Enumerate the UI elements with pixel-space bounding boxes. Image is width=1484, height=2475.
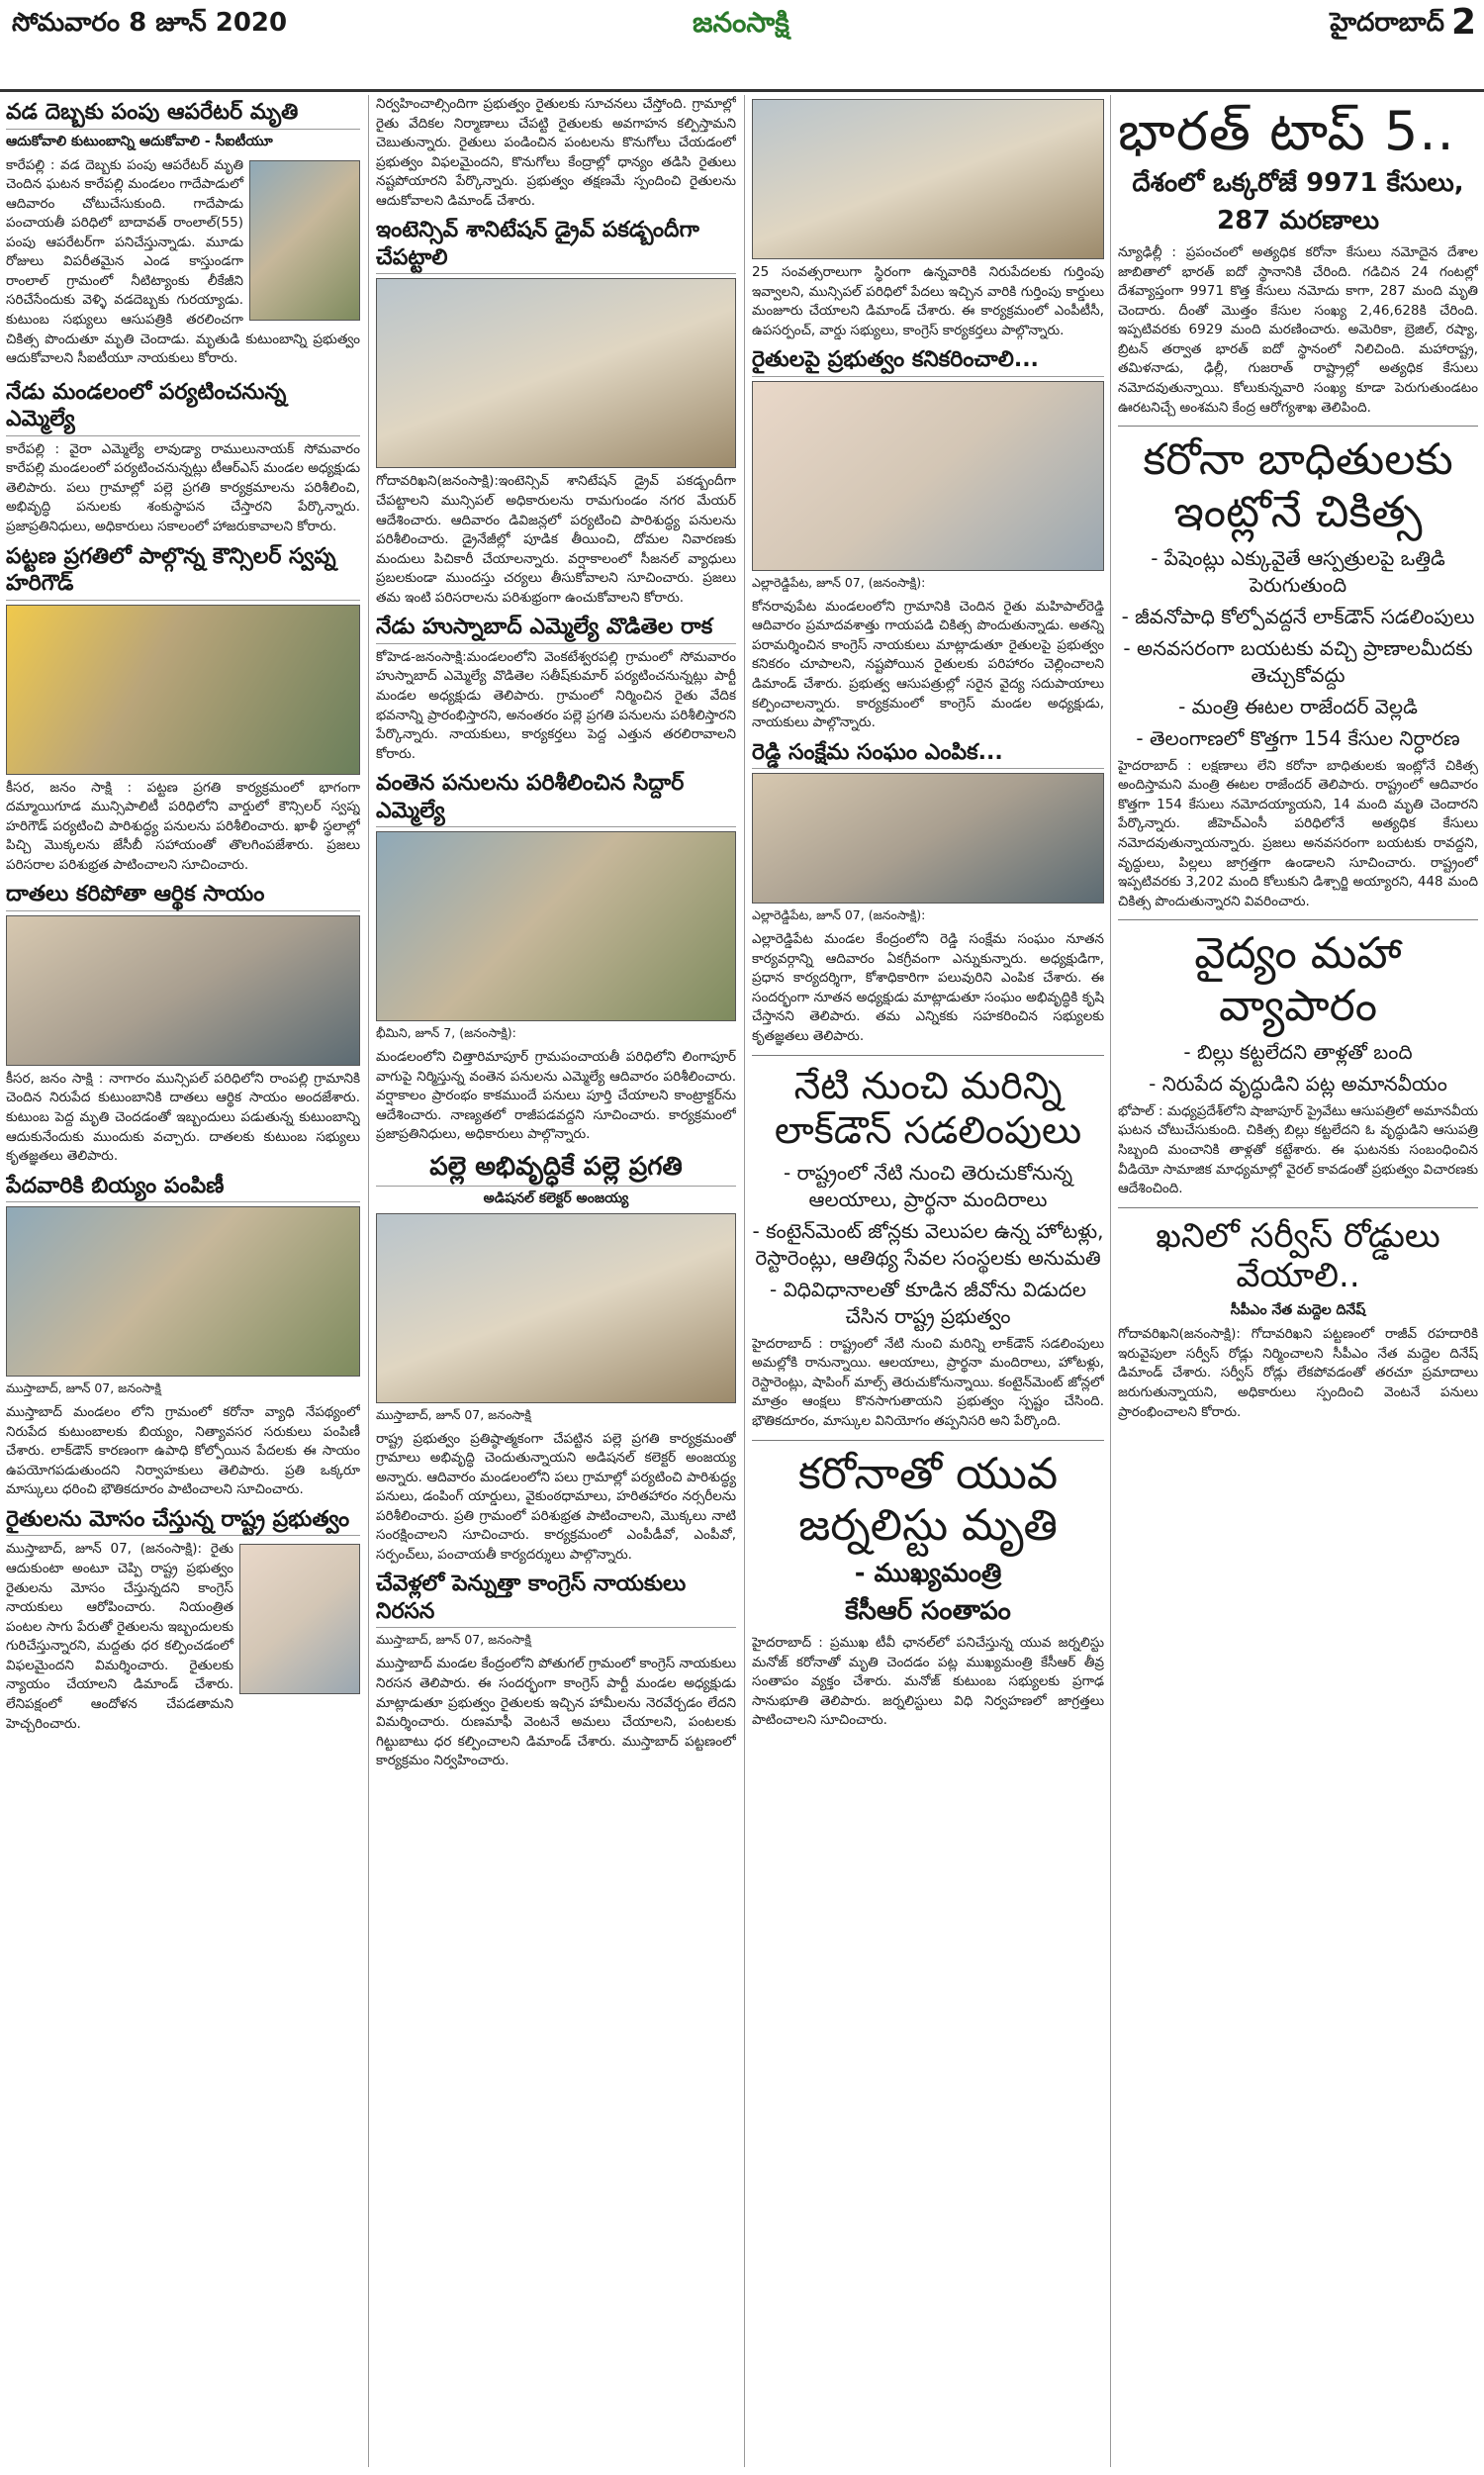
article-body: హైదరాబాద్ : లక్షణాలు లేని కరోనా బాధితులకు ఇంట్లోనే చికిత్స అందిస్తామని మంత్రి ఈటల రాజేందర్ తెలిపారు. రాష్ట్రంలో ఆదివారం కొత్తగా 154 కేసులు నమోదయ్యాయని, 14 మంది మృతి చెందారని పేర్కొన్నారు. జీహెచ్‌ఎంసీ పరిధిలోనే అత్యధిక కేసులు నమోదవుతున్నాయన్నారు. ప్రజలు అనవసరంగా బయటకు రావద్దని, వృద్ధులు, పిల్లలు జాగ్రత్తగా ఉండాలని సూచించారు. రాష్ట్రంలో ఇప్పటివరకు 3,202 మంది కోలుకుని డిశ్చార్జి అయ్యారని, 448 మంది చికిత్స పొందుతున్నారని వివరించారు. — [1118, 757, 1478, 909]
deck: - ముఖ్యమంత్రి — [854, 1559, 1002, 1589]
article-mla-tour — [6, 379, 360, 537]
article-sanitation-drive — [376, 217, 736, 608]
article-india-top5 — [1118, 101, 1478, 418]
headline: భారత్ టాప్ 5.. — [1118, 100, 1455, 162]
bullet-point: - జీవనోపాధి కోల్పోవద్దనే లాక్‌డౌన్ సడలింపులు — [1121, 604, 1475, 628]
article-body: భోపాల్ : మధ్యప్రదేశ్‌లోని షాజాపూర్ ప్రైవేటు ఆసుపత్రిలో అమానవీయ ఘటన చోటుచేసుకుంది. చికిత్స బిల్లు కట్టలేదని ఓ వృద్ధుడిని ఆసుపత్రి సిబ్బంది మంచానికి తాళ్లతో కట్టేశారు. ఈ ఘటనకు సంబంధించిన వీడియో సామాజిక మాధ్యమాల్లో వైరల్ కావడంతో ప్రభుత్వం విచారణకు ఆదేశించింది. — [1118, 1102, 1478, 1197]
divider — [752, 1055, 1104, 1056]
page-number: 2 — [1450, 2, 1476, 43]
deck: కేసీఆర్ సంతాపం — [845, 1596, 1011, 1627]
article-body: కీసర, జనం సాక్షి : నాగారం మున్సిపల్ పరిధిలోని రాంపల్లి గ్రామానికి చెందిన నిరుపేద కుటుంబానికి దాతలు ఆర్థిక సాయం అందజేశారు. కుటుంబ పెద్ద మృతి చెందడంతో ఇబ్బందులు పడుతున్న కుటుంబాన్ని ఆదుకునేందుకు ముందుకు వచ్చారు. దాతలకు కుటుంబ సభ్యులు కృతజ్ఞతలు తెలిపారు. — [6, 1070, 360, 1165]
newspaper-logo: జనంసాక్షి — [693, 6, 789, 39]
article-palle-pragathi — [376, 1151, 736, 1565]
headline: ఇంటెన్సివ్ శానిటేషన్ డ్రైవ్ పకడ్బందీగా చేపట్టాలి — [376, 217, 736, 274]
article-service-roads — [1118, 1216, 1478, 1422]
article-donors — [6, 881, 360, 1166]
article-body: ముస్తాబాద్, జూన్ 07, (జనంసాక్షి): రైతు ఆదుకుంటా అంటూ చెప్పి రాష్ట్ర ప్రభుత్వం రైతులను మోసం చేస్తున్నదని కాంగ్రెస్ నాయకులు ఆరోపించారు. నియంత్రిత పంటల సాగు పేరుతో రైతులను ఇబ్బందులకు గురిచేస్తున్నారని, మద్దతు ధర కల్పించడంలో విఫలమైందని విమర్శించారు. రైతులకు న్యాయం చేయాలని డిమాండ్ చేశారు. లేనిపక్షంలో ఆందోళన చేపడతామని హెచ్చరించారు. — [6, 1541, 233, 1732]
headline: రైతులను మోసం చేస్తున్న రాష్ట్ర ప్రభుత్వం — [6, 1506, 360, 1537]
article-reddy-association — [752, 739, 1104, 1047]
column-4 — [1118, 95, 1478, 2467]
news-photo — [376, 278, 736, 468]
article-body: కారేపల్లి : వడ దెబ్బకు పంపు ఆపరేటర్ మృతి చెందిన ఘటన కారేపల్లి మండలం గాదేపాడులో ఆదివారం చోటుచేసుకుంది. గాదేపాడు పంచాయతీ పరిధిలో బాదావత్ రాంలాల్(55) పంపు ఆపరేటర్‌గా పనిచేస్తున్నాడు. మూడు రోజులు విపరీతమైన ఎండ కాస్తుండగా రాంలాల్ గ్రామంలో నీటిట్యాంకు లీకేజీని సరిచేసేందుకు వెళ్ళి వడదెబ్బకు గురయ్యాడు. కుటుంబ సభ్యులు ఆసుపత్రికి తరలించగా చికిత్స పొందుతూ మృతి చెందాడు. మృతుడి కుటుంబాన్ని ప్రభుత్వం ఆదుకోవాలని సీఐటీయూ నాయకులు కోరారు. — [6, 156, 360, 367]
dateline: ముస్తాబాద్, జూన్ 07, జనంసాక్షి — [376, 1632, 531, 1648]
headline: కరోనాతో యువ జర్నలిస్టు మృతి — [797, 1448, 1059, 1552]
article-farmers-mercy — [752, 346, 1104, 732]
divider — [1118, 919, 1478, 920]
deck: 287 మరణాలు — [1217, 206, 1379, 237]
article-lockdown-relaxations — [752, 1064, 1104, 1432]
subheadline: సీపీఎం నేత మద్దెల దినేష్ — [1230, 1302, 1366, 1319]
headline: పట్టణ ప్రగతిలో పాల్గొన్న కౌన్సిలర్ స్వప్న హరిగౌడ్ — [6, 543, 360, 601]
headline: కరోనా బాధితులకు ఇంట్లోనే చికిత్స — [1143, 434, 1453, 537]
masthead — [0, 0, 1484, 92]
bullet-point: - విధివిధానాలతో కూడిన జీవోను విడుదల చేసిన రాష్ట్ర ప్రభుత్వం — [770, 1277, 1086, 1328]
article-body: రాష్ట్ర ప్రభుత్వం ప్రతిష్ఠాత్మకంగా చేపట్టిన పల్లె ప్రగతి కార్యక్రమంతో గ్రామాలు అభివృద్ధి చెందుతున్నాయని అడిషనల్ కలెక్టర్ అంజయ్య అన్నారు. ఆదివారం మండలంలోని పలు గ్రామాల్లో పర్యటించి పారిశుద్ధ్య పనులు, డంపింగ్ యార్డులు, వైకుంఠధామాలు, హరితహారం నర్సరీలను పరిశీలించారు. ప్రతి గ్రామంలో పరిశుభ్రత పాటించాలని, మొక్కలు నాటి సంరక్షించాలని సూచించారు. కార్యక్రమంలో ఎంపీడీవో, ఎంపీవో, సర్పంచ్‌లు, పంచాయతీ కార్యదర్శులు పాల్గొన్నారు. — [376, 1430, 736, 1563]
headline: రెడ్డి సంక్షేమ సంఘం ఎంపిక... — [752, 739, 1104, 770]
article-body: ముస్తాబాద్ మండలం లోని గ్రామంలో కరోనా వ్యాధి నేపథ్యంలో నిరుపేద కుటుంబాలకు బియ్యం, నిత్యావసర సరుకులు పంపిణీ చేశారు. లాక్‌డౌన్ కారణంగా ఉపాధి కోల్పోయిన పేదలకు ఈ సాయం ఉపయోగపడుతుందని నిర్వాహకులు తెలిపారు. ప్రతి ఒక్కరూ మాస్కులు ధరించి భౌతికదూరం పాటించాలని సూచించారు. — [6, 1404, 360, 1498]
issue-date: సోమవారం 8 జూన్ 2020 — [12, 8, 288, 38]
column-1 — [6, 95, 360, 2467]
bullet-point: - బిల్లు కట్టలేదని తాళ్లతో బంది — [1183, 1039, 1413, 1064]
headline: నేడు హుస్నాబాద్ ఎమ్మెల్యే వొడితెల రాక — [376, 614, 736, 644]
article-body: ఎల్లారెడ్డిపేట మండల కేంద్రంలోని రెడ్డి సంక్షేమ సంఘం నూతన కార్యవర్గాన్ని ఆదివారం ఏకగ్రీవంగా ఎన్నుకున్నారు. అధ్యక్షుడిగా, ప్రధాన కార్యదర్శిగా, కోశాధికారిగా పలువురిని ఎంపిక చేశారు. ఈ సందర్భంగా నూతన అధ్యక్షుడు మాట్లాడుతూ సంఘం అభివృద్ధికి కృషి చేస్తానని తెలిపారు. తమ ఎన్నికకు సహకరించిన సభ్యులకు కృతజ్ఞతలు తెలిపారు. — [752, 931, 1104, 1044]
news-photo — [752, 99, 1104, 259]
bullet-point: - నిరుపేద వృద్ధుడిని పట్ల అమానవీయం — [1149, 1071, 1447, 1095]
news-photo — [6, 1206, 360, 1377]
article-body: ముస్తాబాద్ మండల కేంద్రంలోని పోతుగల్ గ్రామంలో కాంగ్రెస్ నాయకులు నిరసన తెలిపారు. ఈ సందర్భంగా కాంగ్రెస్ పార్టీ మండల అధ్యక్షుడు మాట్లాడుతూ ప్రభుత్వం రైతులకు ఇచ్చిన హామీలను నెరవేర్చడం లేదని విమర్శించారు. రుణమాఫీ వెంటనే అమలు చేయాలని, పంటలకు గిట్టుబాటు ధర కల్పించాలని డిమాండ్ చేశారు. ముస్తాబాద్ పట్టణంలో కార్యక్రమం నిర్వహించారు. — [376, 1656, 736, 1769]
article-body: మండలంలోని చిత్తారిమాపూర్ గ్రామపంచాయతీ పరిధిలోని లింగాపూర్ వాగుపై నిర్మిస్తున్న వంతెన పనులను ఎమ్మెల్యే ఆదివారం పరిశీలించారు. వర్షాకాలం ప్రారంభం కాకముందే పనులు పూర్తి చేయాలని కాంట్రాక్టర్‌ను ఆదేశించారు. నాణ్యతలో రాజీపడవద్దని సూచించారు. కార్యక్రమంలో ప్రజాప్రతినిధులు, అధికారులు పాల్గొన్నారు. — [376, 1049, 736, 1143]
headline: చేవెళ్లలో పెన్నుత్తా కాంగ్రెస్ నాయకులు నిరసన — [376, 1571, 736, 1628]
headline: పల్లె అభివృద్ధికే పల్లె ప్రగతి — [376, 1151, 736, 1187]
divider — [1118, 426, 1478, 427]
subheadline: ఆదుకోవాలి కుటుంబాన్ని ఆదుకోవాలి - సీఐటీయూ — [6, 133, 273, 149]
news-photo — [249, 160, 360, 321]
article-body: హైదరాబాద్ : ప్రముఖ టీవీ ఛానల్‌లో పనిచేస్తున్న యువ జర్నలిస్టు మనోజ్ కరోనాతో మృతి చెందడం పట్ల ముఖ్యమంత్రి కేసీఆర్ తీవ్ర సంతాపం వ్యక్తం చేశారు. మనోజ్ కుటుంబ సభ్యులకు ప్రగాఢ సానుభూతి తెలిపారు. జర్నలిస్టులు విధి నిర్వహణలో జాగ్రత్తలు పాటించాలని సూచించారు. — [752, 1635, 1104, 1729]
article-congress-protest — [376, 1571, 736, 1770]
article-continuation: నిర్వహించాల్సిందిగా ప్రభుత్వం రైతులకు సూచనలు చేస్తోంది. గ్రామాల్లో రైతు వేదికల నిర్మాణాలు చేపట్టి రైతులకు అవగాహన కల్పిస్తామని చెబుతున్నారు. రైతులు పండించిన పంటలను కొనుగోలు చేయడంలో ప్రభుత్వం విఫలమైందని, కొనుగోలు కేంద్రాల్లో ధాన్యం తడిసి రైతులు నష్టపోయారని పేర్కొన్నారు. ప్రభుత్వం తక్షణమే స్పందించి రైతులను ఆదుకోవాలని డిమాండ్ చేశారు. — [376, 96, 736, 209]
divider — [1118, 1207, 1478, 1208]
article-body: హైదరాబాద్ : రాష్ట్రంలో నేటి నుంచి మరిన్ని లాక్‌డౌన్ సడలింపులు అమల్లోకి రానున్నాయి. ఆలయాలు, ప్రార్థనా మందిరాలు, హోటళ్లు, రెస్టారెంట్లు, షాపింగ్ మాల్స్ తెరుచుకోనున్నాయి. కంటైన్‌మెంట్ జోన్లలో మాత్రం ఆంక్షలు కొనసాగుతాయని ప్రభుత్వం స్పష్టం చేసింది. భౌతికదూరం, మాస్కుల వినియోగం తప్పనిసరి అని పేర్కొంది. — [752, 1335, 1104, 1429]
headline: వైద్యం మహా వ్యాపారం — [1194, 928, 1402, 1032]
headline: నేటి నుంచి మరిన్ని లాక్‌డౌన్ సడలింపులు — [774, 1063, 1082, 1153]
news-photo — [6, 605, 360, 775]
headline: వడ దెబ్బకు పంపు ఆపరేటర్ మృతి — [6, 99, 360, 130]
article-farmers-cheated — [6, 1506, 360, 1734]
headline: నేడు మండలంలో పర్యటించనున్న ఎమ్మెల్యే — [6, 379, 360, 436]
article-body: న్యూఢిల్లీ : ప్రపంచంలో అత్యధిక కరోనా కేసులు నమోదైన దేశాల జాబితాలో భారత్ ఐదో స్థానానికి చేరింది. గడిచిన 24 గంటల్లో దేశవ్యాప్తంగా 9971 కొత్త కేసులు నమోదు కాగా, 287 మంది మృతి చెందారు. దీంతో మొత్తం కేసుల సంఖ్య 2,46,628కి చేరింది. ఇప్పటివరకు 6929 మంది మరణించారు. అమెరికా, బ్రెజిల్, రష్యా, బ్రిటన్ తర్వాత భారత్ ఐదో స్థానంలో నిలిచింది. మహారాష్ట్ర, తమిళనాడు, ఢిల్లీ, గుజరాత్ రాష్ట్రాల్లో అత్యధిక కేసులు నమోదవుతున్నాయి. కోలుకున్నవారి సంఖ్య కూడా పెరుగుతుండటం ఊరటనిచ్చే అంశమని కేంద్ర ఆరోగ్యశాఖ తెలిపింది. — [1118, 244, 1478, 416]
article-body: కారేపల్లి : వైరా ఎమ్మెల్యే లావుడ్యా రాములునాయక్ సోమవారం కారేపల్లి మండలంలో పర్యటించనున్నట్లు టీఆర్ఎస్ మండల అధ్యక్షుడు తెలిపారు. పలు గ్రామాల్లో పల్లె ప్రగతి కార్యక్రమాలను పరిశీలించి, అభివృద్ధి పనులకు శంకుస్థాపన చేస్తారని పేర్కొన్నారు. ప్రజాప్రతినిధులు, అధికారులు సకాలంలో హాజరుకావాలని కోరారు. — [6, 440, 360, 534]
news-photo — [376, 1213, 736, 1403]
news-photo — [752, 773, 1104, 904]
article-journalist-death — [752, 1449, 1104, 1731]
news-photo — [752, 381, 1104, 571]
column-divider — [744, 95, 745, 2467]
column-divider — [368, 95, 369, 2467]
dateline: ఎల్లారెడ్డిపేట, జూన్ 07, (జనంసాక్షి): — [752, 574, 926, 590]
bullet-point: - మంత్రి ఈటల రాజేందర్ వెల్లడి — [1178, 694, 1418, 718]
divider — [752, 1440, 1104, 1441]
article-body: గోదావరిఖని(జనంసాక్షి): గోదావరిఖని పట్టణంలో రాజీవ్ రహదారికి ఇరువైపులా సర్వీస్ రోడ్లు నిర్మించాలని సీపీఎం నేత మద్దెల దినేష్ డిమాండ్ చేశారు. సర్వీస్ రోడ్లు లేకపోవడంతో తరచూ ప్రమాదాలు జరుగుతున్నాయని, అధికారులు స్పందించి వెంటనే పనులు ప్రారంభించాలని కోరారు. — [1118, 1326, 1478, 1420]
article-home-treatment — [1118, 434, 1478, 911]
article-mla-visit — [376, 614, 736, 764]
news-photo — [6, 915, 360, 1066]
article-body: కీసర, జనం సాక్షి : పట్టణ ప్రగతి కార్యక్రమంలో భాగంగా దమ్మాయిగూడ మున్సిపాలిటీ పరిధిలోని వార్డులో కౌన్సిలర్ స్వప్న హరిగౌడ్ పర్యటించి పారిశుద్ధ్య పనులను పరిశీలించారు. ఖాళీ స్థలాల్లో పిచ్చి మొక్కలను జేసీబీ సహాయంతో తొలగింపజేశారు. ప్రజలు పరిసరాల పరిశుభ్రత పాటించాలని సూచించారు. — [6, 779, 360, 873]
article-medical-business — [1118, 928, 1478, 1198]
article-continuation: 25 సంవత్సరాలుగా స్థిరంగా ఉన్నవారికి నిరుపేదలకు గుర్తింపు ఇవ్వాలని, మున్సిపల్ పరిధిలో పేదలు ఇచ్చిన వారికి గుర్తింపు కార్డులు మంజూరు చేయాలని డిమాండ్ చేశారు. ఈ కార్యక్రమంలో ఎంపీటీసీ, ఉపసర్పంచ్, వార్డు సభ్యులు, కాంగ్రెస్ కార్యకర్తలు పాల్గొన్నారు. — [752, 264, 1104, 338]
dateline: ఎల్లారెడ్డిపేట, జూన్ 07, (జనంసాక్షి): — [752, 907, 926, 923]
bullet-point: - రాష్ట్రంలో నేటి నుంచి తెరుచుకోనున్న ఆలయాలు, ప్రార్థనా మందిరాలు — [783, 1160, 1073, 1211]
dateline: భీమిని, జూన్ 7, (జనంసాక్షి): — [376, 1025, 516, 1041]
dateline: ముస్తాబాద్, జూన్ 07, జనంసాక్షి — [376, 1406, 531, 1422]
article-pump-operator — [6, 99, 360, 369]
headline: పేదవారికి బియ్యం పంపిణీ — [6, 1173, 360, 1203]
bullet-point: - కంటైన్‌మెంట్ జోన్లకు వెలుపల ఉన్న హోటళ్లు, రెస్టారెంట్లు, ఆతిథ్య సేవల సంస్థలకు అనుమతి — [752, 1218, 1104, 1270]
column-2 — [376, 95, 736, 2467]
dateline: ముస్తాబాద్, జూన్ 07, జనంసాక్షి — [6, 1380, 161, 1396]
article-body: కోనరావుపేట మండలంలోని గ్రామానికి చెందిన రైతు మహిపాల్‌రెడ్డి ఆదివారం ప్రమాదవశాత్తు గాయపడి చికిత్స పొందుతున్నాడు. అతన్ని పరామర్శించిన కాంగ్రెస్ నాయకులు మాట్లాడుతూ రైతులపై ప్రభుత్వం కనికరం చూపాలని, నష్టపోయిన రైతులకు పరిహారం చెల్లించాలని డిమాండ్ చేశారు. ప్రభుత్వ ఆసుపత్రుల్లో సరైన వైద్య సదుపాయాలు కల్పించాలన్నారు. కార్యక్రమంలో కాంగ్రెస్ మండల అధ్యక్షుడు, నాయకులు పాల్గొన్నారు. — [752, 598, 1104, 731]
article-rice-distribution — [6, 1173, 360, 1500]
headline: రైతులపై ప్రభుత్వం కనికరించాలి... — [752, 346, 1104, 377]
bullet-point: - పేషెంట్లు ఎక్కువైతే ఆస్పత్రులపై ఒత్తిడి పెరుగుతుంది — [1151, 545, 1445, 597]
headline: వంతెన పనులను పరిశీలించిన సిద్దార్ ఎమ్మెల్యే — [376, 770, 736, 827]
article-bridge-works — [376, 770, 736, 1145]
bullet-point: - అనవసరంగా బయటకు వచ్చి ప్రాణాలమీదకు తెచ్చుకోవద్దు — [1123, 635, 1473, 687]
article-body: గోదావరిఖని(జనంసాక్షి):ఇంటెన్సివ్ శానిటేషన్ డ్రైవ్ పకడ్బందీగా చేపట్టాలని మున్సిపల్ అధికారులను రామగుండం నగర మేయర్ ఆదేశించారు. ఆదివారం డివిజన్లలో పర్యటించి పారిశుద్ధ్య పనులను పరిశీలించారు. డ్రైనేజీల్లో పూడిక తీయించి, దోమల నివారణకు మందులు పిచికారీ చేయాలన్నారు. వర్షాకాలంలో సీజనల్ వ్యాధులు ప్రబలకుండా ముందస్తు చర్యలు తీసుకోవాలని సూచించారు. ప్రజలు తమ ఇంటి పరిసరాలను పరిశుభ్రంగా ఉంచుకోవాలని కోరారు. — [376, 473, 736, 606]
deck: దేశంలో ఒక్కరోజే 9971 కేసులు, — [1132, 168, 1464, 199]
headline: ఖనిలో సర్వీస్ రోడ్డులు వేయాలి.. — [1156, 1215, 1440, 1296]
article-councillor — [6, 543, 360, 876]
article-body: కోహెడ-జనంసాక్షి:మండలంలోని వెంకటేశ్వరపల్లి గ్రామంలో సోమవారం హుస్నాబాద్ ఎమ్మెల్యే వొడితెల సతీష్‌కుమార్ పర్యటించనున్నట్లు పార్టీ మండల అధ్యక్షుడు తెలిపారు. గ్రామంలో నిర్మించిన రైతు వేదిక భవనాన్ని ప్రారంభిస్తారని, అనంతరం పల్లె ప్రగతి పనులను పరిశీలిస్తారని పేర్కొన్నారు. నాయకులు, కార్యకర్తలు పెద్ద ఎత్తున తరలిరావాలని కోరారు. — [376, 648, 736, 762]
edition-city: హైదరాబాద్ — [1330, 8, 1444, 38]
column-3 — [752, 95, 1104, 2467]
news-photo — [376, 831, 736, 1021]
portrait-photo — [239, 1544, 360, 1694]
subheadline: అడిషనల్ కలెక్టర్ అంజయ్య — [483, 1190, 629, 1206]
headline: దాతలు కరిపోతా ఆర్థిక సాయం — [6, 881, 360, 911]
bullet-point: - తెలంగాణలో కొత్తగా 154 కేసుల నిర్ధారణ — [1136, 725, 1460, 750]
column-divider — [1110, 95, 1111, 2467]
